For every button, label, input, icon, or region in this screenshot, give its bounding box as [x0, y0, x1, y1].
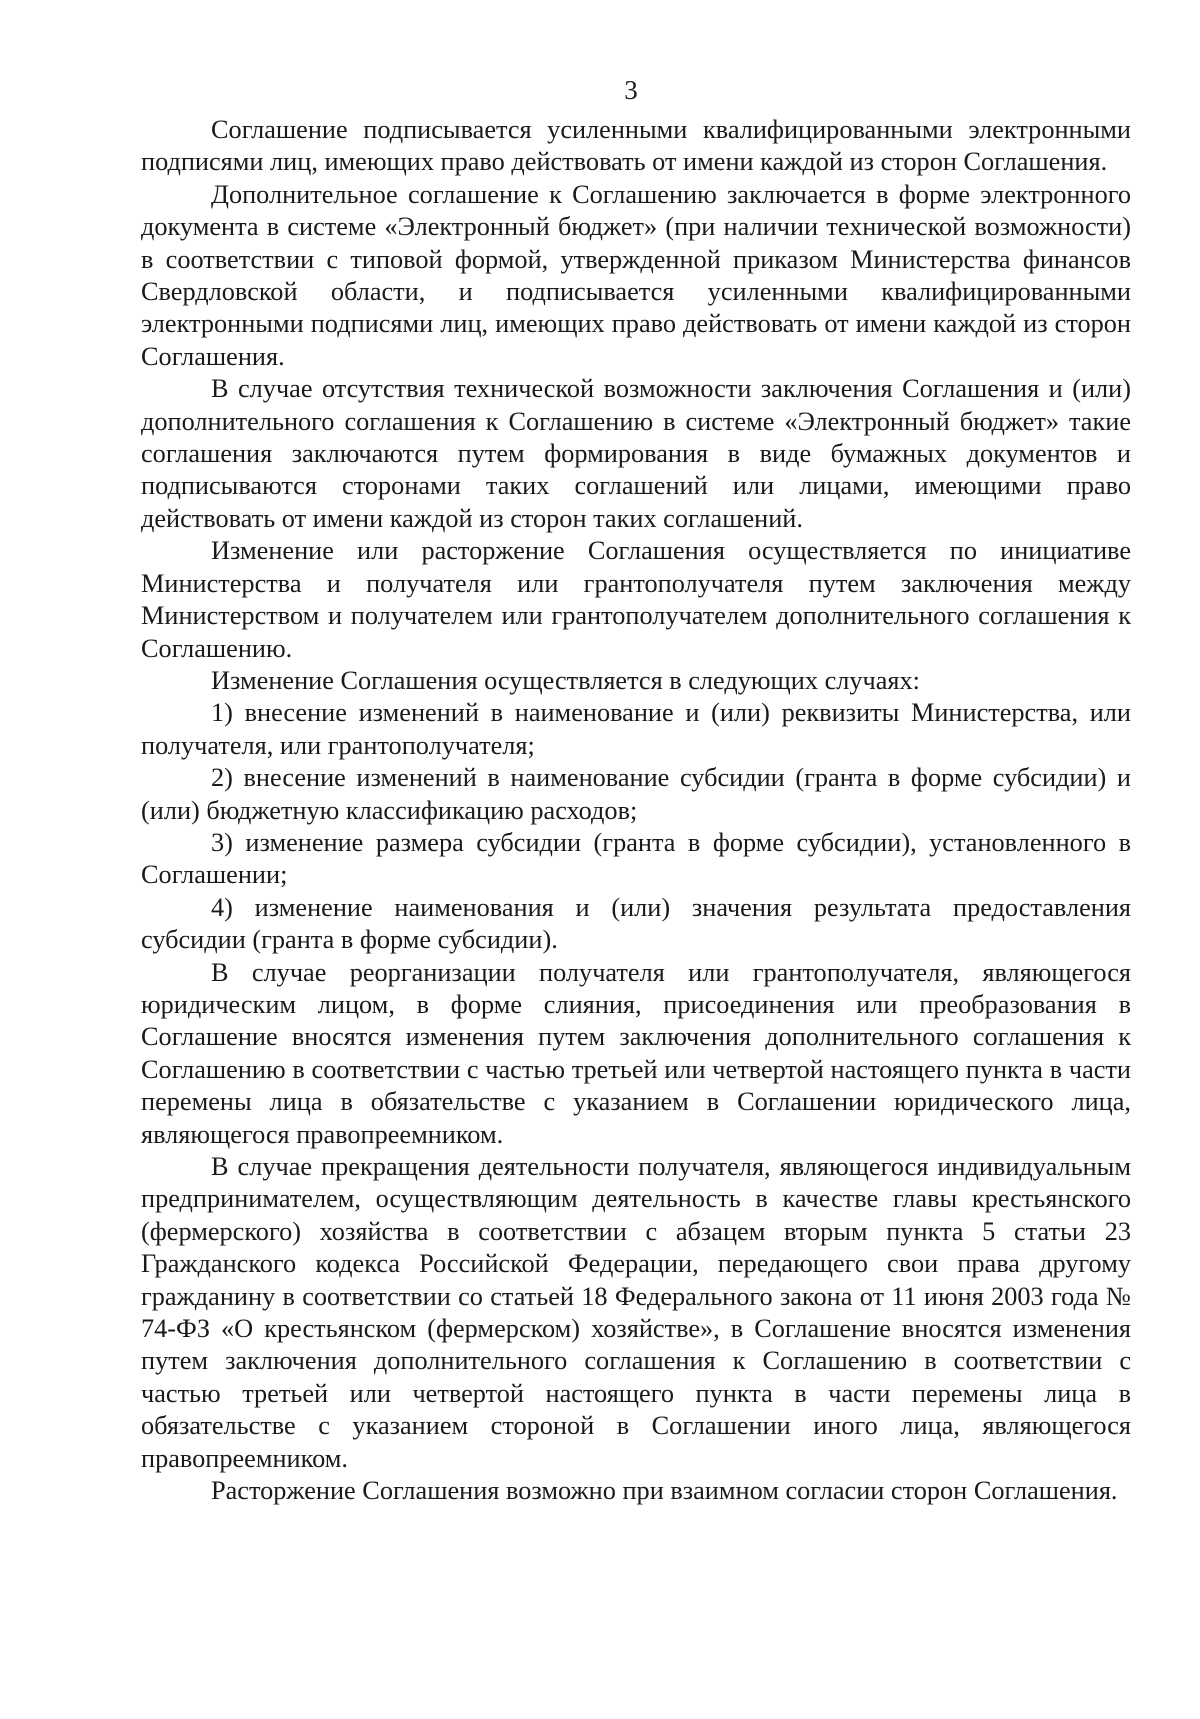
list-item-3: 3) изменение размера субсидии (гранта в форме субсидии), установленного в Соглашении; [141, 827, 1131, 890]
paragraph-no-technical-possibility: В случае отсутствия технической возможности заключения Соглашения и (или) дополнительного соглашения к Соглашению в системе «Электронный бюджет» такие соглашения заключаются путем формирования в виде бумажных документов и подписываются сторонами таких соглашений или лицами, имеющими право действовать от имени каждой из сторон таких соглашений. [141, 374, 1131, 533]
paragraph-farm-succession: В случае прекращения деятельности получателя, являющегося индивидуальным предпринимателем, осуществляющим деятельность в качестве главы крестьянского (фермерского) хозяйства в соответствии с абзацем вторым пункта 5 статьи 23 Гражданского кодекса Российской Федерации, передающего свои права другому гражданину в соответствии со статьей 18 Федерального закона от 11 июня 2003 года № 74-ФЗ «О крестьянском (фермерском) хозяйстве», в Соглашение вносятся изменения путем заключения дополнительного соглашения к Соглашению в соответствии с частью третьей или четвертой настоящего пункта в части перемены лица в обязательстве с указанием стороной в Соглашении иного лица, являющегося правопреемником. [141, 1152, 1131, 1473]
list-item-2: 2) внесение изменений в наименование субсидии (гранта в форме субсидии) и (или) бюджетную классификацию расходов; [141, 763, 1131, 825]
list-item-1: 1) внесение изменений в наименование и (или) реквизиты Министерства, или получателя, или грантополучателя; [141, 698, 1131, 760]
paragraph-termination: Расторжение Соглашения возможно при взаимном согласии сторон Соглашения. [211, 1476, 1118, 1506]
document-body [141, 114, 1131, 1507]
paragraph-change-cases-intro: Изменение Соглашения осуществляется в следующих случаях: [211, 665, 920, 695]
paragraph-change-or-termination: Изменение или расторжение Соглашения осуществляется по инициативе Министерства и получателя или грантополучателя путем заключения между Министерством и получателем или грантополучателем дополнительного соглашения к Соглашению. [141, 536, 1131, 663]
paragraph-additional-agreement: Дополнительное соглашение к Соглашению заключается в форме электронного документа в системе «Электронный бюджет» (при наличии технической возможности) в соответствии с типовой формой, утвержденной приказом Министерства финансов Свердловской области, и подписывается усиленными квалифицированными электронными подписями лиц, имеющих право действовать от имени каждой из сторон Соглашения. [141, 179, 1131, 371]
list-item-4: 4) изменение наименования и (или) значения результата предоставления субсидии (гранта в форме субсидии). [141, 892, 1131, 955]
paragraph-signing: Соглашение подписывается усиленными квалифицированными электронными подписями лиц, имеющих право действовать от имени каждой из сторон Соглашения. [141, 115, 1131, 177]
paragraph-reorganization: В случае реорганизации получателя или грантополучателя, являющегося юридическим лицом, в форме слияния, присоединения или преобразования в Соглашение вносятся изменения путем заключения дополнительного соглашения к Соглашению в соответствии с частью третьей или четвертой настоящего пункта в части перемены лица в обязательстве с указанием в Соглашении юридического лица, являющегося правопреемником. [141, 957, 1131, 1149]
page-number: 3 [624, 75, 638, 105]
